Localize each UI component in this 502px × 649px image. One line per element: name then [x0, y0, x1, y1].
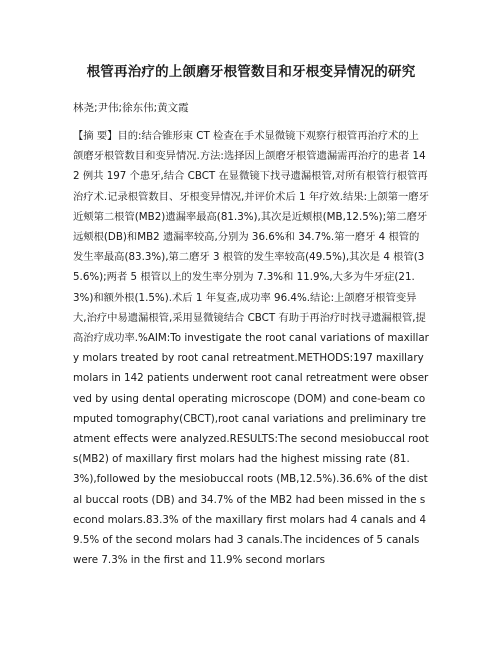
abstract	[73, 126, 429, 570]
author-list: 林尧;尹伟;徐东伟;黄文霞	[73, 102, 189, 114]
paper-title: 根管再治疗的上颌磨牙根管数目和牙根变异情况的研究	[86, 64, 416, 80]
abstract-text: 目的:结合锥形束 CT 检查在手术显微镜下观察行根管再治疗术的上颌磨牙根管数目和变异情况.方法:选择因上颌磨牙根管遗漏需再治疗的患者 142 例共 197 个患牙,结合 CBCT 在显微镜下找寻遗漏根管,对所有根管行根管再治疗术.记录根管数目、牙根变异情况,并评价术后 1 年疗效.结果:上颌第一磨牙近颊第二根管(MB2)遗漏率最高(81.3%),其次是近颊根(MB,12.5%);第二磨牙远颊根(DB)和MB2 遗漏率较高,分别为 36.6%和 34.7%.第一磨牙 4 根管的发生率最高(83.3%),第二磨牙 3 根管的发生率较高(49.5%),其次是 4 根管(35.6%);两者 5 根管以上的发生率分别为 7.3%和 11.9%,大多为牛牙症(21.3%)和额外根(1.5%).术后 1 年复查,成功率 96.4%.结论:上颌磨牙根管变异大,治疗中易遗漏根管,采用显微镜结合 CBCT 有助于再治疗时找寻遗漏根管,提高治疗成功率.%AIM:To investigate the root canal variations of maxillary molars treated by root canal retreatment.METHODS:197 maxillary molars in 142 patients underwent root canal retreatment were observed by using dental operating microscope (DOM) and cone-beam computed tomography(CBCT),root canal variations and preliminary treatment effects were analyzed.RESULTS:The second mesiobuccal roots(MB2) of maxillary first molars had the highest missing rate (81.3%),followed by the mesiobuccal roots (MB,12.5%).36.6% of the distal buccal roots (DB) and 34.7% of the MB2 had been missed in the second molars.83.3% of the maxillary first molars had 4 canals and 49.5% of the second molars had 3 canals.The incidences of 5 canals were 7.3% in the first and 11.9% second morlars	[73, 130, 429, 567]
abstract-label: 【摘 要】	[73, 130, 118, 142]
